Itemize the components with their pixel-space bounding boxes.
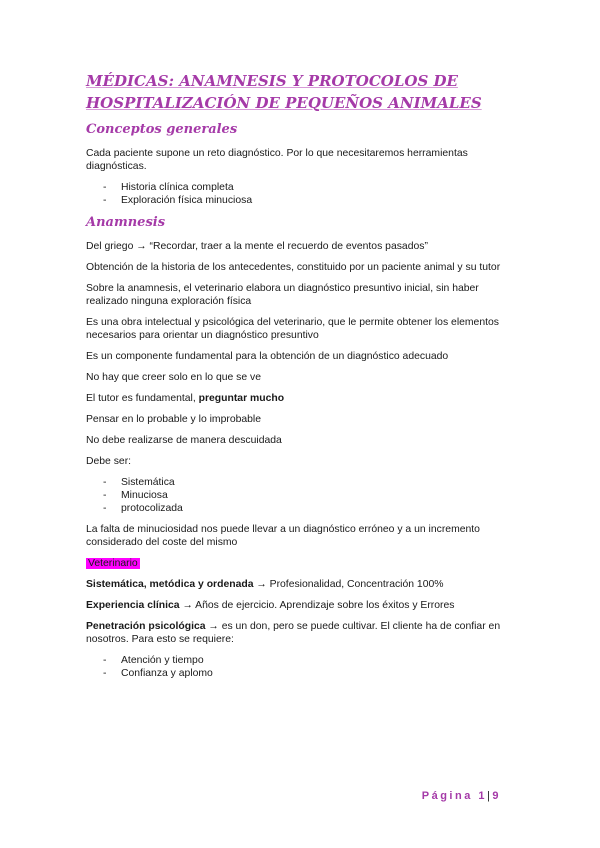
paragraph	[86, 392, 518, 405]
page-number	[422, 790, 501, 802]
paragraph	[86, 578, 518, 591]
paragraph	[86, 599, 518, 612]
bullet-list-requisitos	[86, 654, 518, 680]
paragraph: Es un componente fundamental para la obtención de un diagnóstico adecuado	[86, 351, 449, 362]
paragraph	[86, 620, 518, 646]
text: → Profesionalidad, Concentración 100%	[253, 579, 444, 590]
paragraph: No debe realizarse de manera descuidada	[86, 435, 282, 446]
page-current: 1	[478, 790, 488, 802]
list-item: - Confianza y aplomo	[86, 667, 518, 680]
highlight-paragraph	[86, 557, 518, 570]
bold-text: Sistemática, metódica y ordenada	[86, 579, 254, 590]
list-item: - Minuciosa	[86, 489, 518, 502]
paragraph: Del griego → “Recordar, traer a la mente el recuerdo de eventos pasados”	[86, 241, 428, 252]
bold-text: Penetración psicológica	[86, 621, 206, 632]
list-item: - Exploración física minuciosa	[86, 194, 518, 207]
list-item: - protocolizada	[86, 502, 518, 515]
paragraph: La falta de minuciosidad nos puede llevar a un diagnóstico erróneo y a un incremento considerado del coste del mismo	[86, 524, 480, 548]
text: → Años de ejercicio. Aprendizaje sobre los éxitos y Errores	[179, 600, 455, 611]
list-item: - Atención y tiempo	[86, 654, 518, 667]
bullet-list-conceptos	[86, 181, 518, 207]
highlight-tag-veterinario: Veterinario	[88, 558, 138, 569]
paragraph: Sobre la anamnesis, el veterinario elabora un diagnóstico presuntivo inicial, sin haber realizado ninguna exploración física	[86, 283, 479, 307]
page-title: MÉDICAS: ANAMNESIS Y PROTOCOLOS DE HOSPITALIZACIÓN DE PEQUEÑOS ANIMALES	[86, 72, 482, 112]
paragraph: Cada paciente supone un reto diagnóstico. Por lo que necesitaremos herramientas diagnósticas.	[86, 148, 468, 172]
bold-text: Experiencia clínica	[86, 600, 180, 611]
text: → es un don, pero se puede cultivar. El cliente ha de confiar en nosotros. Para esto se requiere:	[86, 621, 501, 645]
list-item: - Sistemática	[86, 476, 518, 489]
page-label: Página	[421, 790, 473, 802]
text: El tutor es fundamental,	[86, 393, 199, 404]
document-page	[86, 70, 518, 688]
paragraph: Obtención de la historia de los antecedentes, constituido por un paciente animal y su tutor	[86, 262, 501, 273]
page-separator: |	[487, 790, 493, 802]
bullet-list-debe-ser	[86, 476, 518, 515]
paragraph: Es una obra intelectual y psicológica del veterinario, que le permite obtener los elementos necesarios para orientar un diagnóstico presuntivo	[86, 317, 499, 341]
list-item: - Historia clínica completa	[86, 181, 518, 194]
page-total: 9	[492, 790, 501, 802]
paragraph: Debe ser:	[86, 456, 132, 467]
section-heading-conceptos: Conceptos generales	[86, 122, 238, 137]
paragraph: No hay que creer solo en lo que se ve	[86, 372, 262, 383]
bold-text: preguntar mucho	[198, 393, 285, 404]
section-heading-anamnesis: Anamnesis	[86, 215, 166, 230]
paragraph: Pensar en lo probable y lo improbable	[86, 414, 262, 425]
